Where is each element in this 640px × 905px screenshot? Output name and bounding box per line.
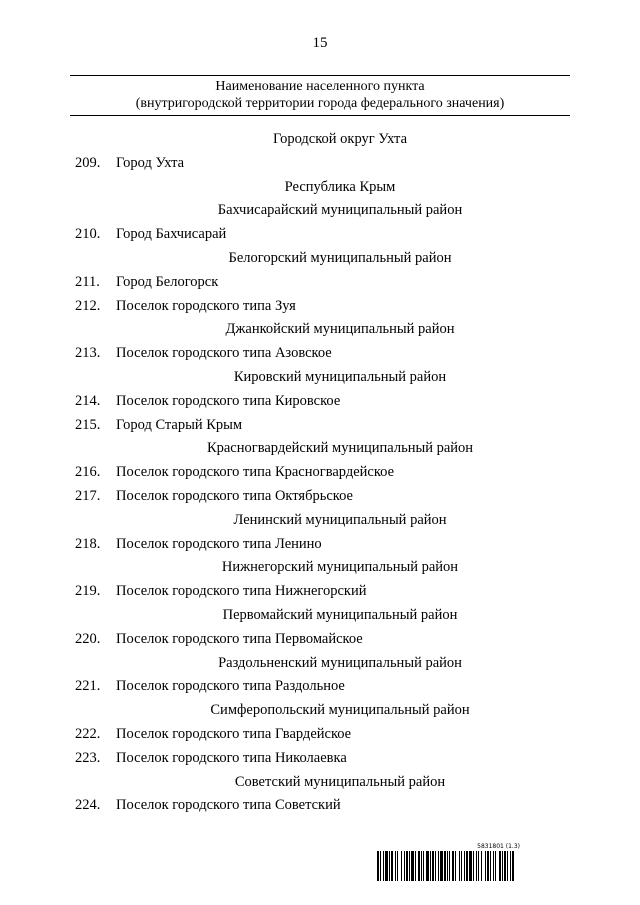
item-number: 214. bbox=[75, 392, 101, 409]
item-number: 219. bbox=[75, 583, 101, 600]
page-number: 15 bbox=[312, 35, 328, 51]
list-item bbox=[0, 271, 640, 295]
list-item bbox=[0, 723, 640, 747]
district-heading: Красногвардейский муниципальный район bbox=[206, 440, 474, 457]
item-name: Поселок городского типа Ленино bbox=[116, 535, 322, 552]
district-heading: Городской округ Ухта bbox=[272, 131, 408, 147]
list-item bbox=[0, 628, 640, 652]
item-name: Поселок городского типа Азовское bbox=[116, 345, 332, 362]
district-heading: Нижнегорский муниципальный район bbox=[221, 559, 459, 576]
item-name: Город Бахчисарай bbox=[116, 226, 227, 243]
list-item bbox=[0, 533, 640, 557]
item-number: 210. bbox=[75, 226, 101, 243]
district-heading: Белогорский муниципальный район bbox=[228, 249, 452, 266]
item-name: Поселок городского типа Николаевка bbox=[116, 749, 347, 766]
list-item bbox=[0, 675, 640, 699]
entries-list bbox=[0, 128, 640, 818]
item-name: Поселок городского типа Зуя bbox=[116, 297, 296, 314]
district-heading: Раздольненский муниципальный район bbox=[218, 654, 462, 671]
item-number: 221. bbox=[75, 678, 101, 695]
barcode-block bbox=[377, 843, 590, 881]
item-name: Поселок городского типа Раздольное bbox=[116, 678, 345, 695]
item-number: 211. bbox=[75, 273, 100, 290]
district-heading: Симферопольский муниципальный район bbox=[210, 702, 470, 719]
district-heading: Кировский муниципальный район bbox=[233, 368, 447, 385]
barcode-bar bbox=[514, 851, 515, 881]
header-title bbox=[70, 76, 570, 115]
district-heading: Бахчисарайский муниципальный район bbox=[217, 202, 463, 219]
item-name: Город Старый Крым bbox=[116, 416, 243, 433]
item-name: Поселок городского типа Красногвардейское bbox=[116, 464, 395, 481]
district-heading: Первомайский муниципальный район bbox=[222, 606, 458, 623]
list-item bbox=[0, 794, 640, 818]
district-heading: Ленинский муниципальный район bbox=[233, 511, 447, 528]
list-item bbox=[0, 223, 640, 247]
item-name: Поселок городского типа Первомайское bbox=[116, 630, 363, 647]
list-item bbox=[0, 461, 640, 485]
header-line-1: Наименование населенного пункта bbox=[215, 79, 425, 94]
item-number: 213. bbox=[75, 345, 101, 362]
item-number: 220. bbox=[75, 630, 101, 647]
item-number: 216. bbox=[75, 464, 101, 481]
item-name: Город Ухта bbox=[116, 154, 185, 171]
item-number: 215. bbox=[75, 416, 101, 433]
barcode-code: 5831801 (1.3) bbox=[477, 843, 520, 850]
item-name: Поселок городского типа Советский bbox=[116, 797, 341, 814]
item-number: 218. bbox=[75, 535, 101, 552]
district-heading: Джанкойский муниципальный район bbox=[225, 321, 455, 338]
item-number: 209. bbox=[75, 154, 101, 171]
list-item bbox=[0, 580, 640, 604]
item-number: 222. bbox=[75, 725, 101, 742]
district-heading: Советский муниципальный район bbox=[234, 773, 446, 790]
item-name: Поселок городского типа Октябрьское bbox=[116, 487, 353, 504]
list-item bbox=[0, 747, 640, 771]
table-header bbox=[70, 75, 570, 116]
list-item bbox=[0, 485, 640, 509]
list-item bbox=[0, 342, 640, 366]
item-name: Город Белогорск bbox=[116, 273, 219, 290]
item-number: 217. bbox=[75, 487, 101, 504]
item-name: Поселок городского типа Гвардейское bbox=[116, 725, 352, 742]
item-number: 224. bbox=[75, 797, 101, 814]
barcode-image bbox=[377, 851, 590, 881]
item-number: 212. bbox=[75, 297, 101, 314]
district-heading: Республика Крым bbox=[284, 178, 396, 195]
item-name: Поселок городского типа Нижнегорский bbox=[116, 583, 367, 600]
item-name: Поселок городского типа Кировское bbox=[116, 392, 341, 409]
item-number: 223. bbox=[75, 749, 101, 766]
list-item bbox=[0, 152, 640, 176]
header-line-2: (внутригородской территории города федерального значения) bbox=[135, 96, 505, 111]
header-bottom-rule bbox=[70, 115, 570, 116]
list-item bbox=[0, 390, 640, 414]
list-item bbox=[0, 414, 640, 438]
list-item bbox=[0, 295, 640, 319]
